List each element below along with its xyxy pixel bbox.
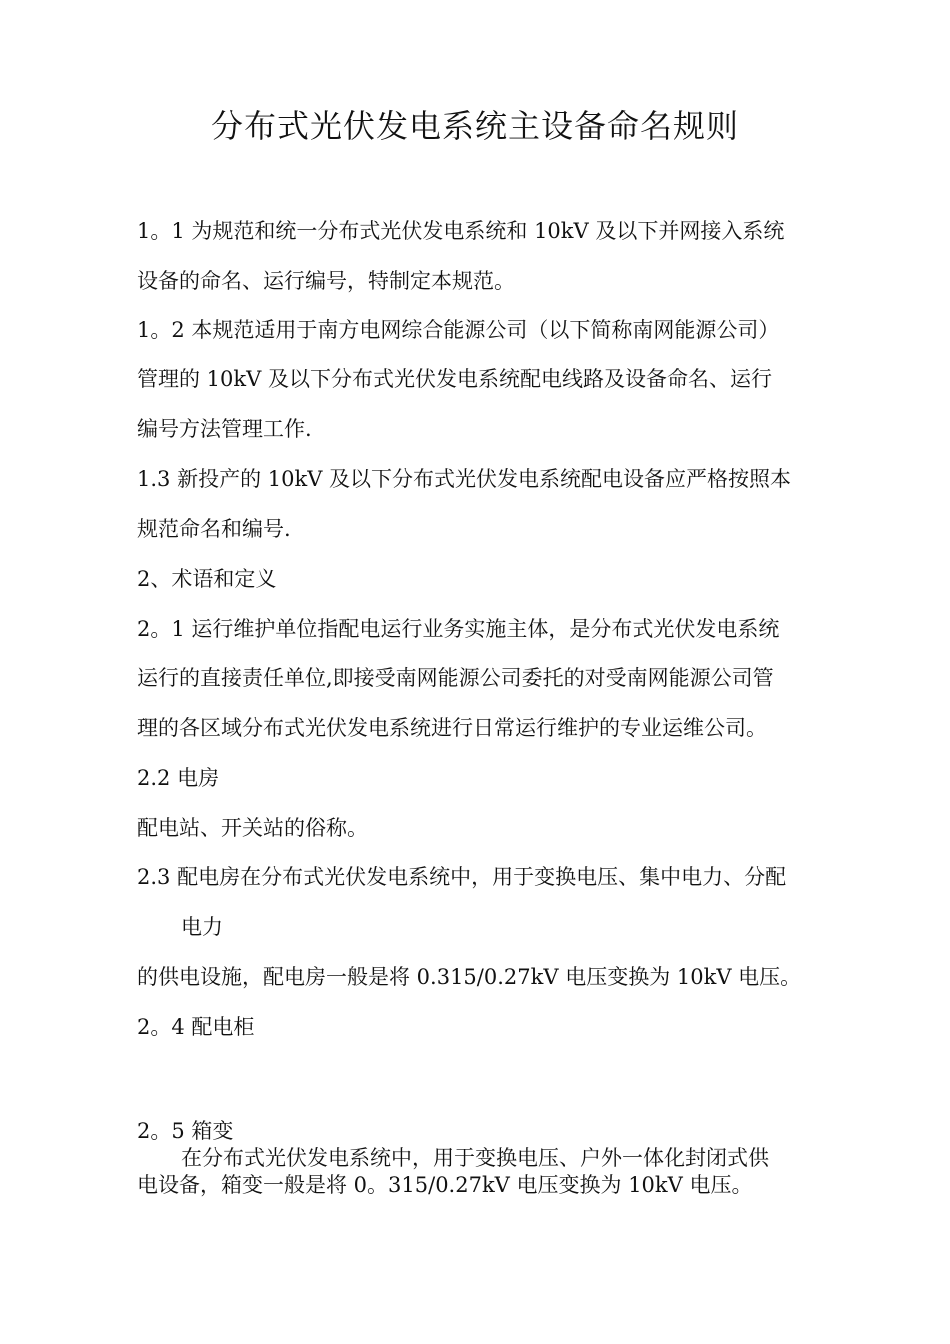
section-2-5-heading: 2。5 箱变 [137,1119,234,1143]
paragraph-2-5-line-2: 电设备，箱变一般是将 0。315/0.27kV 电压变换为 10kV 电压。 [137,1173,753,1197]
paragraph-1-2-line-2: 管理的 10kV 及以下分布式光伏发电系统配电线路及设备命名、运行 [137,367,772,391]
paragraph-1-3-line-1: 1.3 新投产的 10kV 及以下分布式光伏发电系统配电设备应严格按照本 [137,467,792,491]
paragraph-1-2-line-1: 1。2 本规范适用于南方电网综合能源公司（以下简称南网能源公司） [137,318,780,342]
paragraph-1-1-line-1: 1。1 为规范和统一分布式光伏发电系统和 10kV 及以下并网接入系统 [137,219,785,243]
paragraph-1-1-line-2: 设备的命名、运行编号，特制定本规范。 [137,269,515,293]
document-title: 分布式光伏发电系统主设备命名规则 [210,107,739,145]
paragraph-2-2-definition: 配电站、开关站的俗称。 [137,816,368,840]
paragraph-2-3-line-2: 电力 [181,915,223,939]
paragraph-2-1-line-3: 理的各区域分布式光伏发电系统进行日常运行维护的专业运维公司。 [137,716,767,740]
paragraph-2-1-line-1: 2。1 运行维护单位指配电运行业务实施主体，是分布式光伏发电系统 [137,617,780,641]
paragraph-2-5-line-1: 在分布式光伏发电系统中，用于变换电压、户外一体化封闭式供 [181,1146,769,1170]
section-2-4-heading: 2。4 配电柜 [137,1015,255,1039]
paragraph-1-3-line-2: 规范命名和编号. [137,517,291,541]
section-2-2-heading: 2.2 电房 [137,766,220,790]
paragraph-2-1-line-2: 运行的直接责任单位,即接受南网能源公司委托的对受南网能源公司管 [137,666,774,690]
paragraph-2-3-line-3: 的供电设施，配电房一般是将 0.315/0.27kV 电压变换为 10kV 电压。 [137,965,802,989]
paragraph-1-2-line-3: 编号方法管理工作. [137,417,312,441]
section-2-heading: 2、术语和定义 [137,567,277,591]
paragraph-2-3-line-1: 2.3 配电房在分布式光伏发电系统中，用于变换电压、集中电力、分配 [137,865,787,889]
